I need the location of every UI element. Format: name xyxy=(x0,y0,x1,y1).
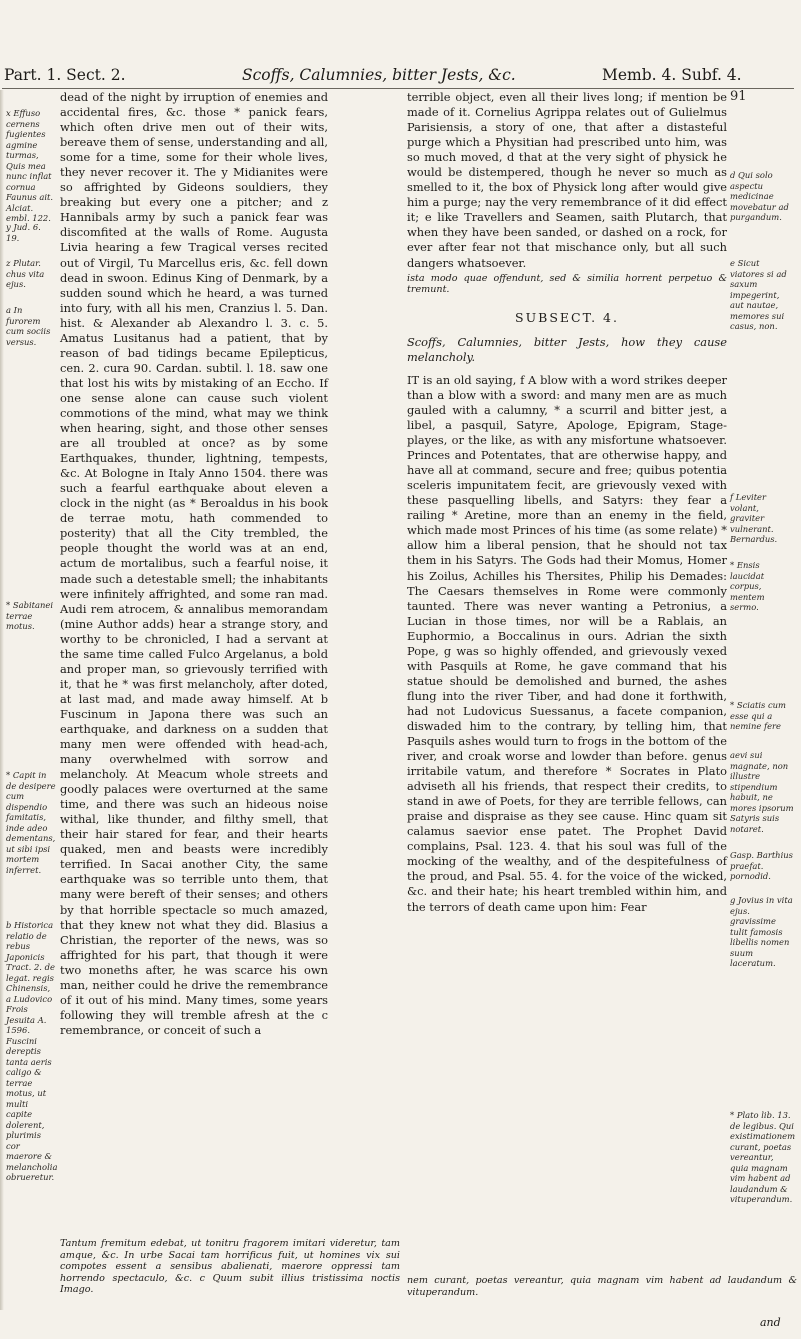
left-footnote: Tantum fremitum edebat, ut tonitru fragorem imitari videretur, tam amque, &c. In urbe Sacai tam horrificus fuit, ut homines vix sui compotes essent a sensibus abalienati, maerore oppressi tam horrendo spectaculo, &c. c Quum subit illius tristissima noctis Imago. xyxy=(60,1238,400,1296)
sidenote-right-1: d Qui solo aspectu medicinae movebatur ad purgandum. xyxy=(730,170,789,222)
sidenote-left-4: a In furorem cum sociis versus. xyxy=(6,305,51,347)
right-column-text xyxy=(407,90,727,915)
right-paragraph-1: terrible object, even all their lives long; if mention be made of it. Cornelius Agrippa relates out of Gulielmus Parisiensis, a story of one, that after a distasteful purge which a Physitian had prescribed unto him, was so much moved, d that at the very sight of physick he would be distempered, though he never so much as smelled to it, the box of Physick long after would give him a purge; nay the very remembrance of it did effect it; e like Travellers and Seamen, saith Plutarch, that when they have been sanded, or dashed on a rock, for ever after fear not that mischance only, but all such dangers whatsoever. xyxy=(407,90,727,270)
sidenote-right-9: * Plato lib. 13. de legibus. Qui existimationem curant, poetas vereantur, quia magnam vim habent ad laudandum & vituperandum. xyxy=(730,1110,796,1204)
sidenote-left-7: b Historica relatio de rebus Japonicis Tract. 2. de legat. regis Chinensis, a Ludovico Frois Jesuita A. 1596. Fuscini dereptis tanta aeris caligo & terrae motus, ut multi capite dolerent, plurimis cor maerore & melancholia obrueretur. xyxy=(6,920,58,1182)
page-number: 91 xyxy=(730,89,747,104)
right-footnote: nem curant, poetas vereantur, quia magnam vim habent ad laudandum & vituperandum. xyxy=(407,1275,797,1298)
left-column xyxy=(60,90,328,1038)
sidenote-left-1: x Effuso cernens fugientes agmine turmas, Quis mea nunc inflat cornua Faunus ait. Alciat. embl. 122. xyxy=(6,108,54,223)
sidenote-right-2: e Sicut viatores si ad saxum impegerint, aut nautae, memores sui casus, non. xyxy=(730,258,787,331)
member-label: Memb. 4. Subf. 4. xyxy=(602,66,742,84)
sidenote-left-5: * Sabitanei terrae motus. xyxy=(6,600,54,631)
sidenote-right-5: * Sciatis cum esse qui a nemine fere xyxy=(730,700,786,731)
sidenote-right-7: Gasp. Barthius praefat. pornodid. xyxy=(730,850,793,881)
right-column xyxy=(407,90,727,915)
sidenote-left-6: * Capit in de desipere cum dispendio famitatis, inde adeo dementans, ut sibi ipsi mortem inferret. xyxy=(6,770,56,875)
subsection-heading: Scoffs, Calumnies, bitter Jests, how they cause melancholy. xyxy=(407,334,727,364)
left-paragraph: dead of the night by irruption of enemies and accidental fires, &c. those * panick fears, which often drive men out of their wits, bereave them of sense, understanding and all, some for a time, some for their whole lives, they never recover it. The y Midianites were so affrighted by Gideons souldiers, they breaking but every one a pitcher; and z Hannibals army by such a panick fear was discomfited at the walls of Rome. Augusta Livia hearing a few Tragical verses recited out of Virgil, Tu Marcellus eris, &c. fell down dead in swoon. Edinus King of Denmark, by a sudden sound which he heard, a was turned into fury, with all his men, Cranzius l. 5. Dan. hist. & Alexander ab Alexandro l. 3. c. 5. Amatus Lusitanus had a patient, that by reason of bad tidings became Epilepticus, cen. 2. cura 90. Cardan. subtil. l. 18. saw one that lost his wits by mistaking of an Eccho. If one sense alone can cause such violent commotions of the mind, what may we think when hearing, sight, and those other senses are all troubled at once? as by some Earthquakes, thunder, lightning, tempests, &c. At Bologne in Italy Anno 1504. there was such a fearful earthquake about eleven a clock in the night (as * Beroaldus in his book de terrae motu, hath commended to posterity) that all the City trembled, the people thought the world was at an end, actum de mortalibus, such a fearful noise, it made such a detestable smell; the inhabitants were infinitely affrighted, and some ran mad. Audi rem atrocem, & annalibus memorandam (mine Author adds) hear a strange story, and worthy to be chronicled, I had a servant at the same time called Fulco Argelanus, a bold and proper man, so grievously terrified with it, that he * was first melancholy, after doted, at last mad, and made away himself. At b Fuscinum in Japona there was such an earthquake, and darkness on a sudden that many men were offended with head-ach, many overwhelmed with sorrow and melancholy. At Meacum whole streets and goodly palaces were overturned at the same time, and there was such an hideous noise withal, like thunder, and filthy smell, that their hair stared for fear, and their hearts quaked, men and beasts were incredibly terrified. In Sacai another City, the same earthquake was so terrible unto them, that many were bereft of their senses; and others by that horrible spectacle so much amazed, that they knew not what they did. Blasius a Christian, the reporter of the news, was so affrighted for his part, that though it were two moneths after, he was scarce his own man, neither could he drive the remembrance of it out of his mind. Many times, some years following they will tremble afresh at the c remembrance, or conceit of such a xyxy=(60,90,328,1037)
catchword: and xyxy=(760,1316,781,1329)
sidenote-left-2: y Jud. 6. 19. xyxy=(6,222,41,243)
right-inline-note: ista modo quae offendunt, sed & similia horrent perpetuo & tremunt. xyxy=(407,272,727,296)
running-header xyxy=(2,64,794,89)
sidenote-right-4: * Ensis laucidat corpus, mentem sermo. xyxy=(730,560,765,612)
sidenote-right-8: g Jovius in vita ejus. gravissime tulit famosis libellis nomen suum laceratum. xyxy=(730,895,793,968)
part-section-label: Part. 1. Sect. 2. xyxy=(4,66,126,84)
running-title: Scoffs, Calumnies, bitter Jests, &c. xyxy=(242,66,516,84)
subsection-title: SUBSECT. 4. xyxy=(515,309,619,325)
right-paragraph-2: IT is an old saying, f A blow with a word strikes deeper than a blow with a sword: and many men are as much gauled with a calumny, * a scurril and bitter jest, a libel, a pasquil, Satyre, Apologe, Epigram, Stage-playes, or the like, as with any misfortune whatsoever. Princes and Potentates, that are otherwise happy, and have all at command, secure and free; quibus potentia sceleris impunitatem fecit, are grievously vexed with these pasquelling libells, and Satyrs: they fear a railing * Aretine, more than an enemy in the field, which made most Princes of his time (as some relate) * allow him a liberal pension, that he should not tax them in his Satyrs. The Gods had their Momus, Homer his Zoilus, Achilles his Thersites, Philip his Demades: The Caesars themselves in Rome were commonly taunted. There was never wanting a Petronius, a Lucian in those times, nor will be a Rablais, an Euphormio, a Boccalinus in ours. Adrian the sixth Pope, g was so highly offended, and grievously vexed with Pasquils at Rome, he gave command that his statue should be demolished and burned, the ashes flung into the river Tiber, and had done it forthwith, had not Ludovicus Suessanus, a facete companion, diswaded him to the contrary, by telling him, that Pasquils ashes would turn to frogs in the bottom of the river, and croak worse and lowder than before. genus irritabile vatum, and therefore * Socrates in Plato adviseth all his friends, that respect their credits, to stand in awe of Poets, for they are terrible fellows, can praise and dispraise as they see cause. Hinc quam sit calamus saevior ense patet. The Prophet David complains, Psal. 123. 4. that his soul was full of the mocking of the wealthy, and of the despitefulness of the proud, and Psal. 55. 4. for the voice of the wicked, &c. and their hate; his heart trembled within him, and the terrors of death came upon him: Fear xyxy=(407,372,727,914)
left-column-text xyxy=(60,90,328,1038)
sidenote-right-6: aevi sui magnate, non illustre stipendium habuit, ne mores ipsorum Satyris suis notaret. xyxy=(730,750,794,834)
page-gutter xyxy=(0,90,4,1310)
sidenote-left-3: z Plutar. chus vita ejus. xyxy=(6,258,45,289)
sidenote-right-3: f Leviter volant, graviter vulnerant. Bernardus. xyxy=(730,492,778,544)
